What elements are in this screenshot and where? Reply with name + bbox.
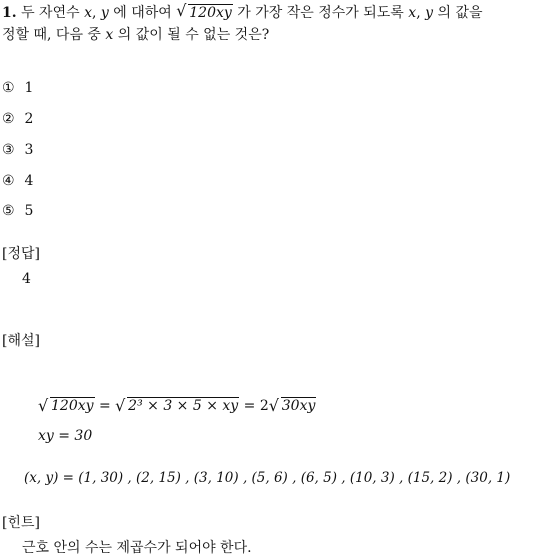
sqrt-expression: √ 120xy	[176, 3, 233, 23]
question-text-1d: 의 값을	[437, 5, 483, 21]
var-y: y	[100, 5, 109, 21]
question-line-1: 1. 두 자연수 x, y 에 대하여 √ 120xy 가 가장 작은 정수가 되도록 x, y 의 값을	[2, 3, 483, 23]
question-text-2a: 정할 때, 다음 중	[2, 27, 101, 43]
question-line-2: 정할 때, 다음 중 x 의 값이 될 수 없는 것은?	[2, 27, 270, 43]
hint-label: [힌트]	[2, 515, 40, 531]
question-text-1a: 두 자연수	[21, 5, 80, 21]
answer-label: [정답]	[2, 246, 40, 262]
option-2[interactable]: ② 2	[2, 111, 34, 127]
option-5[interactable]: ⑤ 5	[2, 203, 34, 219]
var-x: x	[84, 5, 92, 21]
solution-equation-1: √ 120xy = √ 2³ × 3 × 5 × xy = 2√ 30xy	[38, 398, 316, 414]
hint-text: 근호 안의 수는 제곱수가 되어야 한다.	[22, 540, 252, 556]
option-1[interactable]: ① 1	[2, 80, 34, 96]
question-number: 1.	[2, 5, 17, 21]
solution-equation-2: xy = 30	[38, 428, 93, 444]
solution-label: [해설]	[2, 333, 40, 349]
question-text-1c: 가 가장 작은 정수가 되도록	[237, 5, 404, 21]
question-text-2b: 의 값이 될 수 없는 것은?	[117, 27, 270, 43]
answer-value: 4	[22, 271, 31, 287]
comma: ,	[91, 5, 97, 21]
option-3[interactable]: ③ 3	[2, 142, 34, 158]
question-text-1b: 에 대하여	[113, 5, 172, 21]
option-4[interactable]: ④ 4	[2, 173, 34, 189]
solution-pairs: (x, y) = (1, 30) , (2, 15) , (3, 10) , (5, 6) , (6, 5) , (10, 3) , (15, 2) , (30, 1)	[24, 470, 511, 486]
